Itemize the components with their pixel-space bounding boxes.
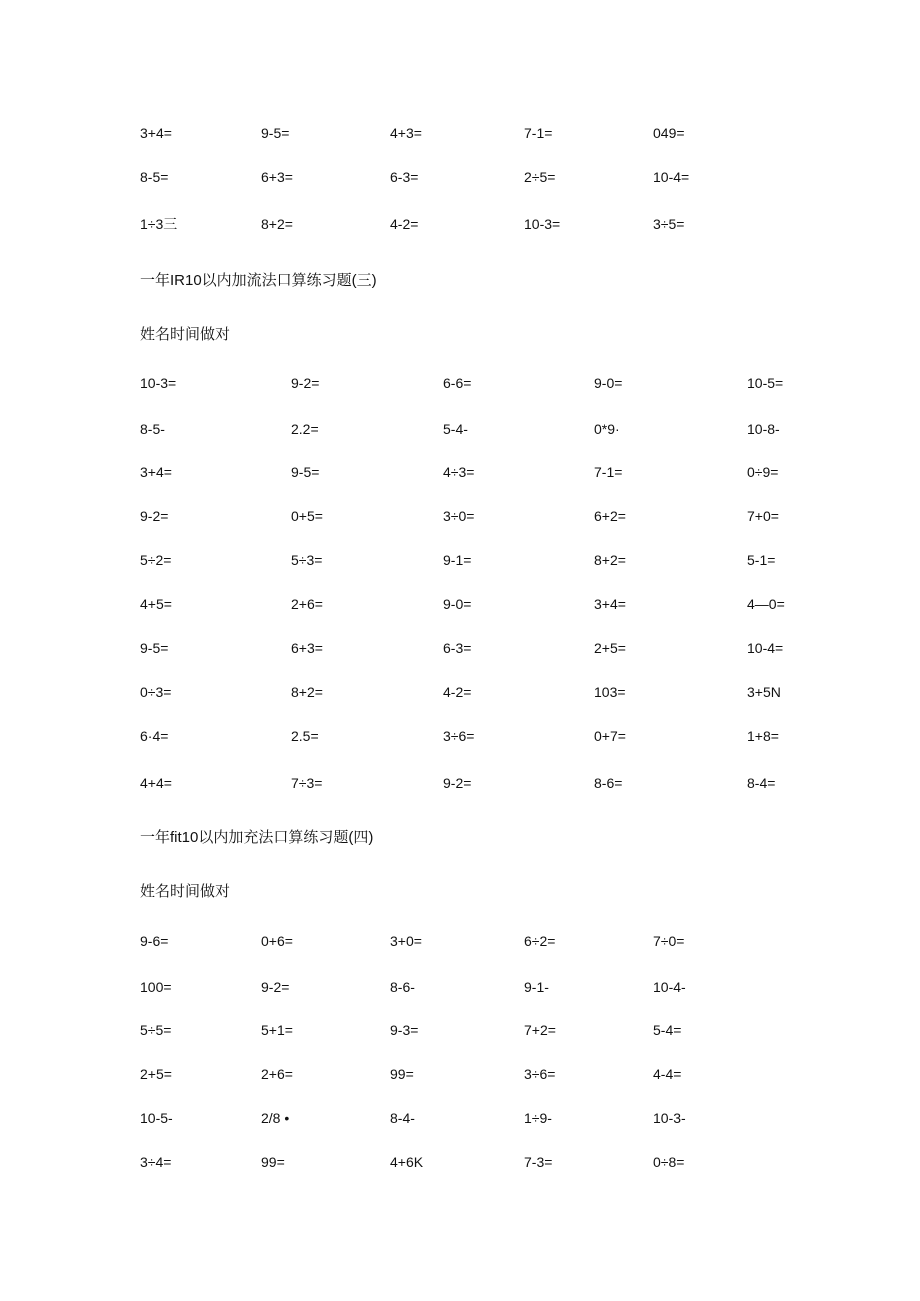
exercise-item: 8-5= (140, 169, 169, 185)
exercise-item: 0+6= (261, 933, 293, 949)
exercise-item: 9-5= (261, 125, 290, 141)
exercise-item: 10-3- (653, 1110, 686, 1126)
exercise-item: 5+1= (261, 1022, 293, 1038)
exercise-item: 049= (653, 125, 685, 141)
exercise-item: 6+3= (261, 169, 293, 185)
exercise-item: 6-3= (443, 640, 472, 656)
exercise-item: 10-8- (747, 421, 780, 437)
exercise-item: 9-2= (291, 375, 320, 391)
exercise-item: 10-4- (653, 979, 686, 995)
exercise-item: 4+4= (140, 775, 172, 791)
exercise-item: 8-6= (594, 775, 623, 791)
exercise-item: 10-4= (653, 169, 690, 185)
exercise-item: 6÷2= (524, 933, 556, 949)
exercise-item: 9-3= (390, 1022, 419, 1038)
exercise-item: 3+5N (747, 684, 781, 700)
exercise-item: 2+6= (291, 596, 323, 612)
exercise-item: 5÷5= (140, 1022, 172, 1038)
exercise-item: 2+5= (594, 640, 626, 656)
exercise-item: 3÷5= (653, 216, 685, 232)
exercise-item: 5÷3= (291, 552, 323, 568)
exercise-item: 8+2= (594, 552, 626, 568)
exercise-item: 9-1= (443, 552, 472, 568)
exercise-item: 7-1= (524, 125, 553, 141)
exercise-item: 9-1- (524, 979, 549, 995)
exercise-item: 103= (594, 684, 626, 700)
exercise-item: 4+3= (390, 125, 422, 141)
exercise-item: 3÷0= (443, 508, 475, 524)
exercise-item: 8-4= (747, 775, 776, 791)
exercise-item: 1+8= (747, 728, 779, 744)
exercise-item: 9-2= (261, 979, 290, 995)
exercise-item: 100= (140, 979, 172, 995)
exercise-item: 3+4= (140, 464, 172, 480)
exercise-item: 9-5= (140, 640, 169, 656)
exercise-item: 7+2= (524, 1022, 556, 1038)
exercise-item: 7-3= (524, 1154, 553, 1170)
exercise-item: 2/8 • (261, 1110, 290, 1126)
exercise-item: 0+7= (594, 728, 626, 744)
exercise-item: 9-2= (140, 508, 169, 524)
exercise-item: 1÷3三 (140, 216, 178, 232)
exercise-item: 4+6K (390, 1154, 424, 1170)
exercise-item: 4—0= (747, 596, 785, 612)
exercise-item: 10-3= (524, 216, 561, 232)
exercise-item: 4-2= (443, 684, 472, 700)
exercise-item: 99= (390, 1066, 414, 1082)
exercise-item: 99= (261, 1154, 285, 1170)
exercise-item: 3÷6= (443, 728, 475, 744)
exercise-item: 6·4= (140, 728, 169, 744)
exercise-item: 0÷3= (140, 684, 172, 700)
exercise-item: 6-6= (443, 375, 472, 391)
exercise-item: 2.2= (291, 421, 319, 437)
exercise-item: 3+4= (140, 125, 172, 141)
exercise-item: 5-4- (443, 421, 468, 437)
exercise-item: 10-4= (747, 640, 784, 656)
exercise-item: 10-5= (747, 375, 784, 391)
exercise-item: 7÷3= (291, 775, 323, 791)
exercise-item: 0÷9= (747, 464, 779, 480)
exercise-item: 8+2= (261, 216, 293, 232)
exercise-item: 9-2= (443, 775, 472, 791)
exercise-item: 8-4- (390, 1110, 415, 1126)
exercise-item: 2+5= (140, 1066, 172, 1082)
exercise-item: 9-0= (594, 375, 623, 391)
exercise-item: 7-1= (594, 464, 623, 480)
exercise-item: 4-2= (390, 216, 419, 232)
section-title-3: 一年IR10以内加流法口算练习题(三) (140, 272, 377, 289)
name-time-score-line-3: 姓名时间做对 (140, 326, 231, 343)
exercise-item: 3÷6= (524, 1066, 556, 1082)
exercise-item: 9-6= (140, 933, 169, 949)
exercise-item: 7÷0= (653, 933, 685, 949)
exercise-item: 3+0= (390, 933, 422, 949)
exercise-item: 8-6- (390, 979, 415, 995)
name-time-score-line-4: 姓名时间做对 (140, 883, 231, 900)
exercise-item: 3÷4= (140, 1154, 172, 1170)
exercise-item: 2+6= (261, 1066, 293, 1082)
exercise-item: 5-1= (747, 552, 776, 568)
exercise-item: 0*9· (594, 421, 620, 437)
exercise-item: 9-0= (443, 596, 472, 612)
exercise-item: 8+2= (291, 684, 323, 700)
exercise-item: 7+0= (747, 508, 779, 524)
exercise-item: 4÷3= (443, 464, 475, 480)
exercise-item: 10-5- (140, 1110, 173, 1126)
exercise-item: 4+5= (140, 596, 172, 612)
exercise-item: 6+2= (594, 508, 626, 524)
exercise-item: 9-5= (291, 464, 320, 480)
exercise-item: 2÷5= (524, 169, 556, 185)
exercise-item: 0÷8= (653, 1154, 685, 1170)
exercise-item: 3+4= (594, 596, 626, 612)
exercise-item: 8-5- (140, 421, 165, 437)
exercise-item: 4-4= (653, 1066, 682, 1082)
section-title-4: 一年fit10以内加充法口算练习题(四) (140, 829, 374, 846)
exercise-item: 5÷2= (140, 552, 172, 568)
exercise-item: 0+5= (291, 508, 323, 524)
exercise-item: 6-3= (390, 169, 419, 185)
exercise-item: 10-3= (140, 375, 177, 391)
exercise-item: 2.5= (291, 728, 319, 744)
exercise-item: 6+3= (291, 640, 323, 656)
exercise-item: 5-4= (653, 1022, 682, 1038)
exercise-item: 1÷9- (524, 1110, 552, 1126)
